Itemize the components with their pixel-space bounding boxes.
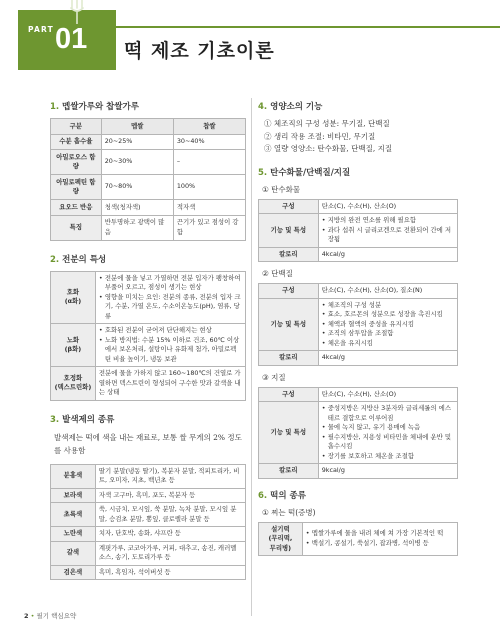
part-number: 01 [55,23,88,55]
list-item: • 체온을 유지시킴 [322,339,454,349]
list-item: ② 생리 작용 조절: 비타민, 무기질 [264,131,376,141]
table-row: 수분 흡수율 20~25% 30~40% [51,134,246,150]
list-item: ③ 열량 영양소: 탄수화물, 단백질, 지질 [264,144,393,153]
table-row: 설기떡 (무리떡, 무리병) • 멥쌀가루에 물을 내려 체에 쳐 가장 기본적인 떡 • 백설기, 콩설기, 쑥설기, 잡과병, 석이병 등 [259,522,458,556]
list-item: • 전분에 물을 넣고 가열하면 전분 입자가 팽창하여 부풀어 오르고, 점성이 생기는 현상 [99,274,242,293]
table-row: 요오드 반응 청색(청자색) 적자색 [51,200,246,216]
table-row: 기능 및 특성 • 지방의 완전 연소를 위해 필요함 • 과다 섭취 시 글리코겐으로 전환되어 간에 저장됨 [259,214,458,248]
fork-icon [66,0,88,24]
section-title: 2. 전분의 특성 [50,254,107,265]
list-item: • 호화된 전분이 굳어져 단단해지는 현상 [99,326,242,336]
list-item: • 과다 섭취 시 글리코겐으로 전환되어 간에 저장됨 [322,226,454,245]
table-row: 검은색 흑미, 흑임자, 석이버섯 등 [51,565,246,580]
list-item: • 물에 녹지 않고, 유기 용매에 녹음 [322,423,454,433]
section-title: 6. 떡의 종류 [258,490,306,501]
table-row: 칼로리 9kcal/g [259,464,458,479]
table-row: 분홍색 딸기 분말(냉동 딸기), 복분자 분말, 적피트리카, 비트, 오미자, 지초, 백년초 등 [51,464,246,488]
lipid-table [258,387,458,479]
rice-flour-table [50,118,246,241]
list-item: • 조직의 삼투압을 조절함 [322,329,454,339]
page-number: 2 [24,612,29,620]
page-footer [24,611,76,620]
list-item: • 필수지방산, 지용성 비타민을 체내에 운반 및 흡수시킴 [322,433,454,452]
list-item: • 체조직의 구성 성분 [322,301,454,311]
table-row: 보라색 자색 고구마, 흑미, 포도, 복분자 등 [51,488,246,503]
table-header-row [51,119,246,135]
section-title: 4. 영양소의 기능 [258,102,323,112]
list-item: • 중성지방은 지방산 3분자와 글리세롤의 에스테르 결합으로 이루어짐 [322,404,454,423]
table-row: 노란색 치자, 단호박, 송화, 샤프란 등 [51,527,246,542]
book-title: 필기 핵심요약 [36,612,77,620]
list-item: • 장기를 보호하고 체온을 조절함 [322,452,454,462]
page-title: 떡 제조 기초이론 [124,40,275,62]
table-row: 갈색 계핏가루, 코코아가루, 커피, 대추고, 송진, 캐러멜소스, 송기, 도토리가루 등 [51,541,246,565]
table-row: 기능 및 특성 • 중성지방은 지방산 3분자와 글리세롤의 에스테르 결합으로 이루어짐 • 물에 녹지 않고, 유기 용매에 녹음 • 필수지방산, 지용성 비타민을 체내에 운반 및 흡수시킴 • 장기를 보호하고 체온을 조절함 [259,402,458,464]
list-item: • 영향을 미치는 요인: 전분의 종류, 전분의 입자 크기, 수분, 가열 온도, 수소이온농도(pH), 염류, 당류 [99,293,242,322]
part-label: PART [28,25,54,34]
subsection-title: ① 찌는 떡(증병) [262,507,316,517]
table-row: 칼로리 4kcal/g [259,351,458,366]
list-item: • 지방의 완전 연소를 위해 필요함 [322,216,454,226]
carbohydrate-table [258,199,458,263]
table-row: 호정화 (덱스트린화) 전분에 물을 가하지 않고 160~180℃의 건열로 가열하면 덱스트린이 형성되어 구수한 맛과 갈색을 내는 상태 [51,367,246,401]
table-row: 구성 탄소(C), 수소(H), 산소(O), 질소(N) [259,284,458,299]
starch-table [50,271,246,401]
table-row: 호화 (α화) • 전분에 물을 넣고 가열하면 전분 입자가 팽창하여 부풀어 오르고, 점성이 생기는 현상 • 영향을 미치는 요인: 전분의 종류, 전분의 입자 크기, 수분, 가열 온도, 수소이온농도(pH), 염류, 당류 [51,271,246,324]
list-item: • 노화 방지법: 수분 15% 이하로 건조, 60℃ 이상에서 보온처리, 설탕이나 유화제 첨가, 아밀로펙틴 비율 높이기, 냉동 보관 [99,336,242,365]
colorant-table [50,464,246,581]
subsection-title: ① 탄수화물 [262,184,301,194]
part-badge [18,10,116,70]
section-title: 1. 멥쌀가루와 찹쌀가루 [50,102,139,112]
table-row: 칼로리 4kcal/g [259,247,458,262]
header-rule [116,26,500,28]
subsection-title: ② 단백질 [262,269,293,278]
column-header: 멥쌀 [101,119,173,135]
column-header: 찹쌀 [173,119,245,135]
column-divider [251,98,252,616]
table-row: 아밀로오스 함량 20~30% – [51,150,246,175]
table-row: 기능 및 특성 • 체조직의 구성 성분 • 효소, 호르몬의 성분으로 성장을 촉진시킴 • 체액과 혈액의 중성을 유지시킴 • 조직의 삼투압을 조절함 • 체온을 유지시킴 [259,298,458,351]
table-row: 특징 반투명하고 광택이 많음 끈기가 있고 점성이 강함 [51,215,246,240]
rice-cake-type-table [258,522,458,557]
section-title: 5. 탄수화물/단백질/지질 [258,167,351,178]
table-row: 구성 탄소(C), 수소(H), 산소(O) [259,387,458,402]
table-row: 노화 (β화) • 호화된 전분이 굳어져 단단해지는 현상 • 노화 방지법: 수분 15% 이하로 건조, 60℃ 이상에서 보온처리, 설탕이나 유화제 첨가, 아밀로펙틴 비율 높이기, 냉동 보관 [51,324,246,367]
right-column [258,100,458,556]
section-intro: 발색제는 떡에 색을 내는 재료로, 보통 쌀 무게의 2% 정도를 사용함 [54,432,242,455]
left-column [50,100,246,580]
list-item: • 체액과 혈액의 중성을 유지시킴 [322,320,454,330]
section-title: 3. 발색제의 종류 [50,414,115,425]
list-item: • 효소, 호르몬의 성분으로 성장을 촉진시킴 [322,310,454,320]
list-item: • 백설기, 콩설기, 쑥설기, 잡과병, 석이병 등 [306,539,454,549]
nutrient-function-list [264,118,458,156]
table-row: 초록색 쑥, 시금치, 모시잎, 쑥 분말, 녹차 분말, 모시잎 분말, 승검초 분말, 뽕잎, 클로렐라 분말 등 [51,503,246,527]
table-row: 구성 탄소(C), 수소(H), 산소(O) [259,199,458,214]
list-item: • 멥쌀가루에 물을 내려 체에 쳐 가장 기본적인 떡 [306,529,454,539]
protein-table [258,283,458,366]
subsection-title: ③ 지질 [262,372,286,382]
column-header: 구분 [51,119,102,135]
list-item: ① 체조직의 구성 성분: 무기질, 단백질 [264,119,390,128]
footer-separator: • [30,612,35,620]
table-row: 아밀로펙틴 함량 70~80% 100% [51,175,246,200]
